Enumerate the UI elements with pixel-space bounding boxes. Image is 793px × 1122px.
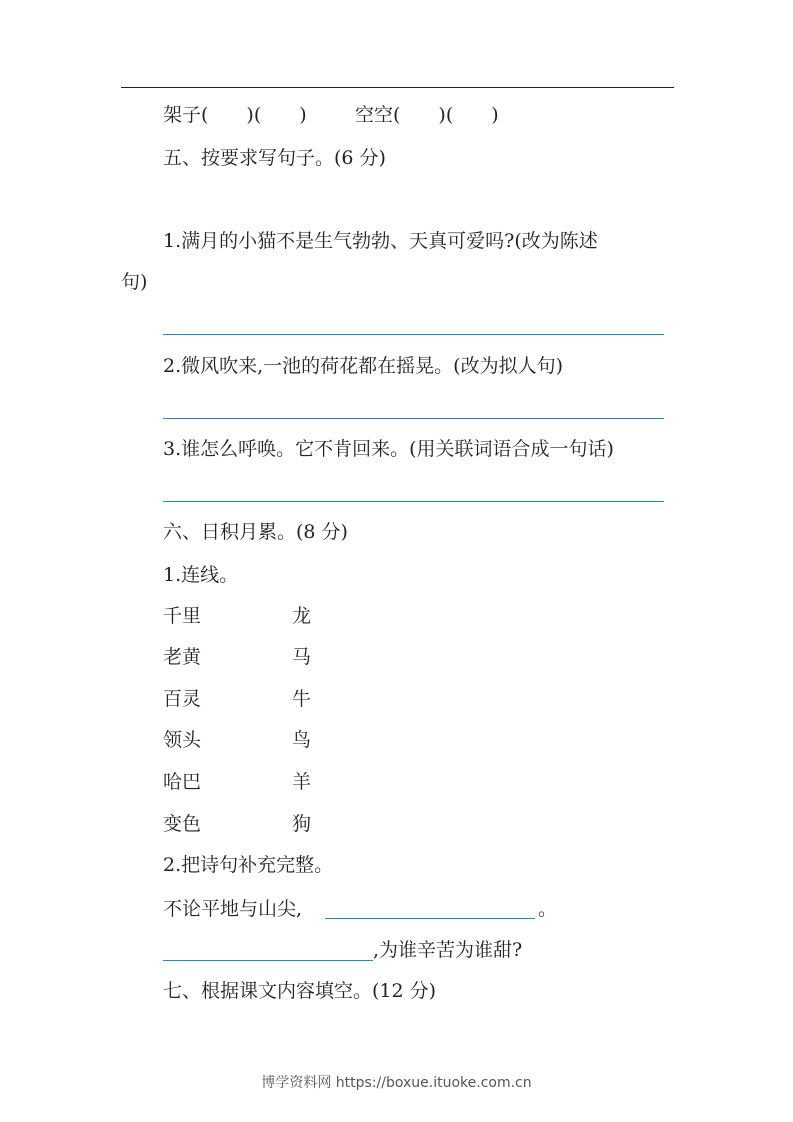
section7-title: 七、根据课文内容填空。(12 分)	[163, 980, 437, 1002]
match-right-6[interactable]: 狗	[292, 813, 312, 835]
match-right-5[interactable]: 羊	[292, 771, 312, 793]
s6-sub2: 2.把诗句补充完整。	[163, 854, 334, 876]
match-left-6[interactable]: 变色	[163, 813, 202, 835]
match-left-4[interactable]: 领头	[163, 729, 202, 751]
header-rule	[121, 87, 674, 88]
poem-blank-1[interactable]	[325, 918, 535, 919]
footer-watermark: 博学资料网 https://boxue.ituoke.com.cn	[261, 1075, 532, 1091]
poem-line2: ,为谁辛苦为谁甜?	[373, 939, 523, 961]
match-left-1[interactable]: 千里	[163, 605, 202, 627]
poem-line1: 不论平地与山尖,	[163, 898, 303, 920]
match-left-5[interactable]: 哈巴	[163, 771, 202, 793]
match-right-2[interactable]: 马	[292, 646, 312, 668]
s5-q1-line2: 句)	[121, 271, 148, 293]
match-right-4[interactable]: 鸟	[292, 729, 312, 751]
word-item-jiazi: 架子( )( )	[163, 104, 307, 126]
word-item-kongkong: 空空( )( )	[355, 104, 499, 126]
s5-q2: 2.微风吹来,一池的荷花都在摇晃。(改为拟人句)	[163, 355, 563, 377]
match-left-2[interactable]: 老黄	[163, 646, 202, 668]
s5-q1-line1: 1.满月的小猫不是生气勃勃、天真可爱吗?(改为陈述	[163, 230, 598, 252]
s5-q3-answer-line[interactable]	[163, 501, 664, 502]
section5-title: 五、按要求写句子。(6 分)	[163, 147, 386, 169]
poem-blank-2[interactable]	[163, 960, 373, 961]
s5-q2-answer-line[interactable]	[163, 418, 664, 419]
s5-q3: 3.谁怎么呼唤。它不肯回来。(用关联词语合成一句话)	[163, 438, 614, 460]
match-left-3[interactable]: 百灵	[163, 688, 202, 710]
s6-sub1: 1.连线。	[163, 564, 239, 586]
section6-title: 六、日积月累。(8 分)	[163, 521, 348, 543]
match-right-3[interactable]: 牛	[292, 688, 312, 710]
s5-q1-answer-line[interactable]	[163, 334, 664, 335]
poem-line1-end: 。	[538, 898, 558, 920]
match-right-1[interactable]: 龙	[292, 605, 312, 627]
